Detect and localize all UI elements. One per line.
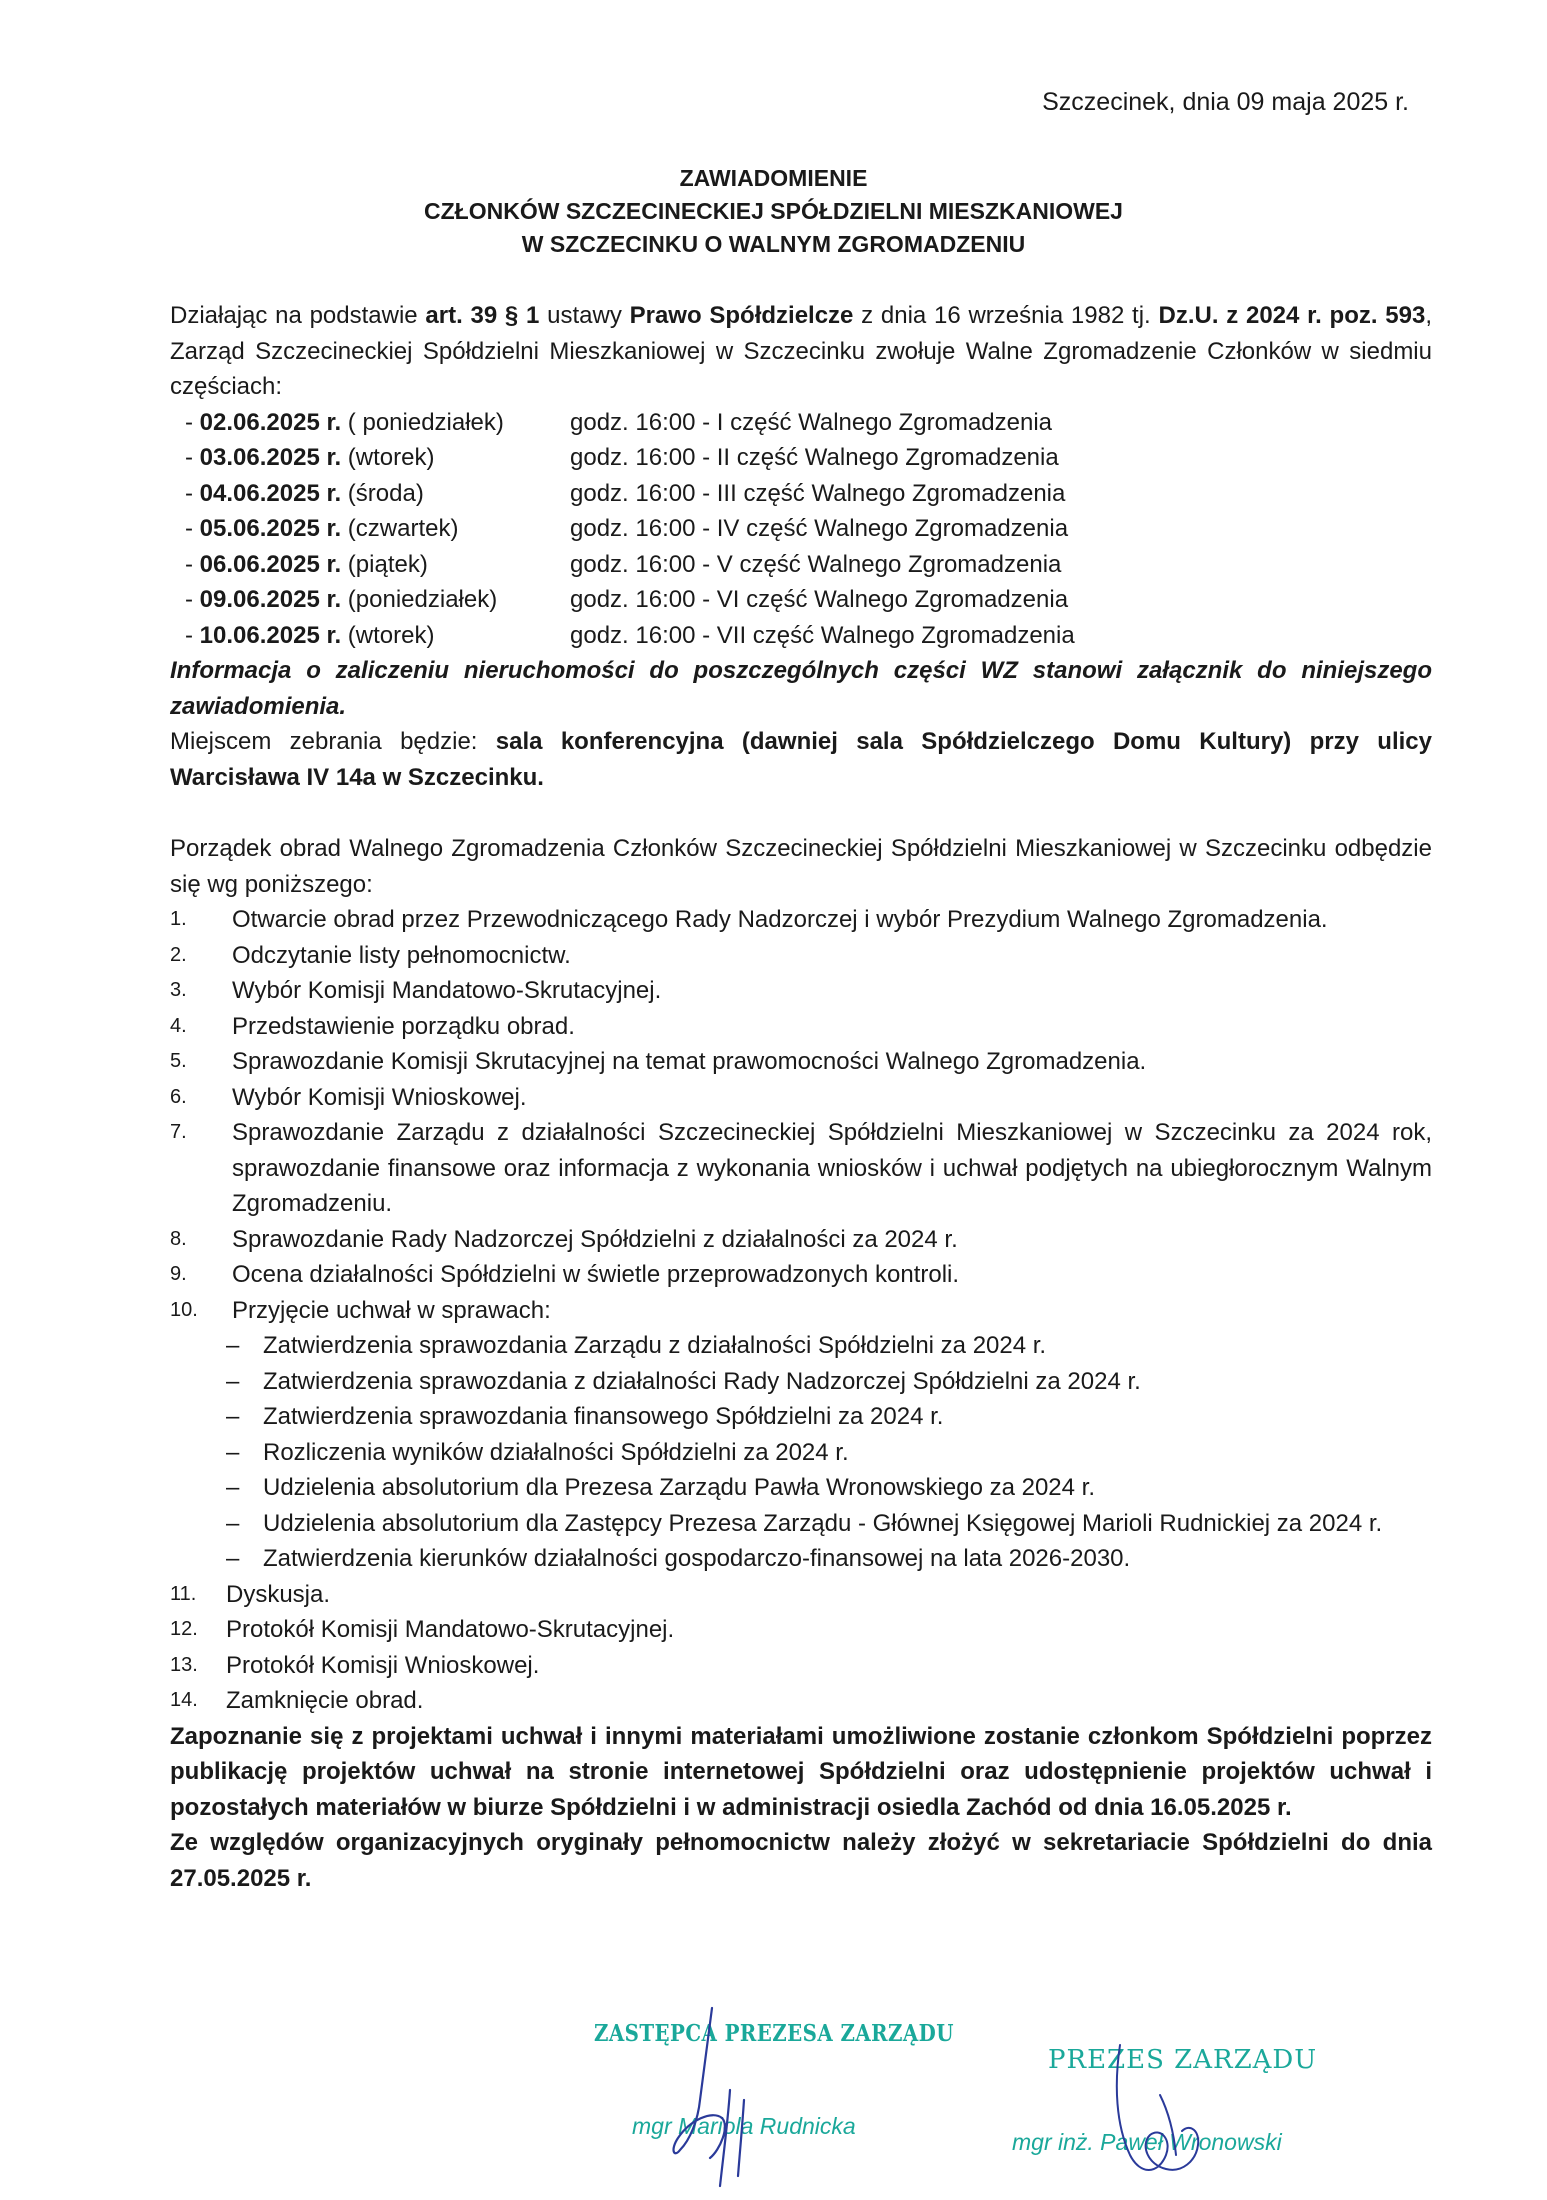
agenda-item xyxy=(170,938,1432,974)
schedule-date: 03.06.2025 r. xyxy=(199,444,342,471)
resolution-text: Rozliczenia wyników działalności Spółdzielni za 2024 r. xyxy=(263,1438,849,1466)
agenda-item xyxy=(170,1293,1432,1329)
schedule-date: 09.06.2025 r. xyxy=(199,586,342,613)
resolution-dash: – xyxy=(226,1438,240,1466)
schedule-day: (wtorek) xyxy=(341,444,435,471)
schedule-date: 10.06.2025 r. xyxy=(199,621,342,649)
meeting-place-value: sala konferencyjna (dawniej sala Spółdzielczego Domu Kultury) przy ulicy Warcisława IV 14a w Szczecinku. xyxy=(170,728,1432,791)
resolution-dash: – xyxy=(226,1403,240,1430)
resolution-text: Udzielenia absolutorium dla Zastępcy Prezesa Zarządu - Głównej Księgowej Marioli Rudnickiej za 2024 r. xyxy=(263,1509,1383,1537)
president-signature xyxy=(1100,2035,1210,2185)
document-title xyxy=(0,162,1547,261)
president-stamp-title: PREZES ZARZĄDU xyxy=(1048,2045,1318,2075)
resolution-item xyxy=(226,1399,1432,1435)
schedule-time: godz. 16:00 - I część Walnego Zgromadzenia xyxy=(570,408,1053,436)
agenda-text: Sprawozdanie Rady Nadzorczej Spółdzielni z działalności za 2024 r. xyxy=(232,1225,958,1253)
agenda-item xyxy=(170,1044,1432,1080)
schedule-time: godz. 16:00 - VI część Walnego Zgromadzenia xyxy=(570,586,1069,613)
resolution-text: Zatwierdzenia sprawozdania finansowego Spółdzielni za 2024 r. xyxy=(263,1403,944,1430)
schedule-row xyxy=(170,511,1432,547)
schedule-time: godz. 16:00 - VII część Walnego Zgromadzenia xyxy=(570,621,1075,649)
schedule-date: 06.06.2025 r. xyxy=(199,550,342,578)
president-name: mgr inż. Paweł Wronowski xyxy=(1012,2129,1282,2155)
agenda-number: 8. xyxy=(170,1227,187,1250)
agenda-item xyxy=(170,1683,1432,1719)
document-body xyxy=(170,298,1432,1896)
schedule-dash: - xyxy=(185,408,200,436)
resolution-text: Zatwierdzenia sprawozdania Zarządu z działalności Spółdzielni za 2024 r. xyxy=(263,1332,1047,1359)
agenda-number: 4. xyxy=(170,1014,187,1037)
schedule-day: (wtorek) xyxy=(341,621,435,649)
agenda-text: Przyjęcie uchwał w sprawach: xyxy=(232,1296,551,1324)
agenda-intro: Porządek obrad Walnego Zgromadzenia Członków Szczecineckiej Spółdzielni Mieszkaniowej w Szczecinku odbędzie się wg poniższego: xyxy=(170,835,1432,898)
resolution-dash: – xyxy=(226,1332,240,1359)
resolution-text: Udzielenia absolutorium dla Prezesa Zarządu Pawła Wronowskiego za 2024 r. xyxy=(263,1474,1095,1501)
agenda-text: Sprawozdanie Komisji Skrutacyjnej na temat prawomocności Walnego Zgromadzenia. xyxy=(232,1048,1147,1075)
schedule-row xyxy=(170,582,1432,618)
agenda-number: 11. xyxy=(170,1582,197,1605)
agenda-text: Wybór Komisji Wnioskowej. xyxy=(232,1083,527,1111)
agenda-item xyxy=(170,1009,1432,1045)
schedule-day: ( poniedziałek) xyxy=(341,408,504,436)
vice-president-signature xyxy=(660,2000,780,2190)
intro-text: z dnia 16 września 1982 tj. xyxy=(853,302,1159,329)
spacer xyxy=(170,795,1432,831)
resolution-item xyxy=(226,1541,1432,1577)
schedule-day: (piątek) xyxy=(341,550,428,578)
vice-president-name: mgr Mariola Rudnicka xyxy=(632,2113,856,2139)
intro-act-name: Prawo Spółdzielcze xyxy=(629,302,854,329)
agenda-text: Protokół Komisji Wnioskowej. xyxy=(226,1651,540,1679)
agenda-text: Wybór Komisji Mandatowo-Skrutacyjnej. xyxy=(232,977,662,1004)
agenda-number: 10. xyxy=(170,1298,198,1321)
agenda-text: Ocena działalności Spółdzielni w świetle przeprowadzonych kontroli. xyxy=(232,1261,960,1288)
title-line-3: W SZCZECINKU O WALNYM ZGROMADZENIU xyxy=(521,231,1026,257)
schedule-dash: - xyxy=(185,550,200,578)
schedule-time: godz. 16:00 - II część Walnego Zgromadzenia xyxy=(570,444,1059,471)
resolution-item xyxy=(226,1506,1432,1542)
agenda-number: 6. xyxy=(170,1085,187,1108)
agenda-list xyxy=(170,902,1432,1328)
resolution-dash: – xyxy=(226,1474,240,1501)
agenda-item xyxy=(170,1080,1432,1116)
schedule-row xyxy=(170,440,1432,476)
intro-text: ustawy xyxy=(539,302,630,329)
agenda-item xyxy=(170,1115,1432,1222)
agenda-number: 14. xyxy=(170,1689,198,1711)
intro-article: art. 39 § 1 xyxy=(425,302,540,329)
meeting-place xyxy=(170,724,1432,795)
schedule-row xyxy=(170,618,1432,654)
agenda-item xyxy=(170,902,1432,938)
info-note: Informacja o zaliczeniu nieruchomości do poszczególnych części WZ stanowi załącznik do niniejszego zawiadomienia. xyxy=(170,657,1432,720)
intro-paragraph xyxy=(170,298,1432,405)
agenda-text: Odczytanie listy pełnomocnictw. xyxy=(232,941,571,969)
schedule-time: godz. 16:00 - III część Walnego Zgromadzenia xyxy=(570,479,1066,507)
schedule-dash: - xyxy=(185,515,200,542)
schedule-row xyxy=(170,405,1432,441)
proxy-deadline-notice: Ze względów organizacyjnych oryginały pełnomocnictw należy złożyć w sekretariacie Spółdzielni do dnia 27.05.2025 r. xyxy=(170,1829,1432,1892)
resolutions-list xyxy=(170,1328,1432,1577)
place-date-line: Szczecinek, dnia 09 maja 2025 r. xyxy=(1042,88,1409,116)
schedule-list xyxy=(170,405,1432,654)
agenda-text: Zamknięcie obrad. xyxy=(226,1687,424,1714)
intro-journal-ref: Dz.U. z 2024 r. poz. 593 xyxy=(1158,302,1426,329)
schedule-dash: - xyxy=(185,586,200,613)
resolution-item xyxy=(226,1328,1432,1364)
schedule-dash: - xyxy=(185,479,200,507)
schedule-day: (czwartek) xyxy=(341,515,459,542)
agenda-item xyxy=(170,973,1432,1009)
resolution-dash: – xyxy=(226,1545,240,1572)
agenda-number: 3. xyxy=(170,979,187,1001)
schedule-time: godz. 16:00 - IV część Walnego Zgromadzenia xyxy=(570,515,1069,542)
materials-notice: Zapoznanie się z projektami uchwał i innymi materiałami umożliwione zostanie członkom Spółdzielni poprzez publikację projektów uchwał na stronie internetowej Spółdzielni oraz udostępnienie projektów uchwał i pozostałych materiałów w biurze Spółdzielni i w administracji osiedla Zachód od dnia 16.05.2025 r. xyxy=(170,1722,1432,1821)
schedule-dash: - xyxy=(185,621,200,649)
agenda-list-end xyxy=(170,1577,1432,1719)
schedule-date: 04.06.2025 r. xyxy=(199,479,342,507)
agenda-text: Protokół Komisji Mandatowo-Skrutacyjnej. xyxy=(226,1616,675,1643)
agenda-number: 7. xyxy=(170,1121,187,1143)
agenda-text: Przedstawienie porządku obrad. xyxy=(232,1012,575,1040)
meeting-place-label: Miejscem zebrania będzie: xyxy=(170,728,496,755)
resolution-text: Zatwierdzenia sprawozdania z działalności Rady Nadzorczej Spółdzielni za 2024 r. xyxy=(263,1367,1141,1395)
resolution-item xyxy=(226,1364,1432,1400)
agenda-item xyxy=(170,1222,1432,1258)
agenda-text: Sprawozdanie Zarządu z działalności Szczecineckiej Spółdzielni Mieszkaniowej w Szczecinku za 2024 rok, sprawozdanie finansowe oraz informacja z wykonania wniosków i uchwał podjętych na ubiegłorocznym Walnym Zgromadzeniu. xyxy=(232,1119,1432,1217)
agenda-number: 2. xyxy=(170,943,187,966)
agenda-number: 12. xyxy=(170,1618,198,1640)
resolution-dash: – xyxy=(226,1367,240,1395)
vice-president-stamp-title: ZASTĘPCA PREZESA ZARZĄDU xyxy=(594,2020,954,2047)
schedule-day: (poniedziałek) xyxy=(341,586,498,613)
agenda-number: 13. xyxy=(170,1653,198,1676)
title-line-1: ZAWIADOMIENIE xyxy=(679,165,868,191)
resolution-text: Zatwierdzenia kierunków działalności gospodarczo-finansowej na lata 2026-2030. xyxy=(263,1545,1131,1572)
agenda-item xyxy=(170,1648,1432,1684)
schedule-day: (środa) xyxy=(341,479,424,507)
title-line-2: CZŁONKÓW SZCZECINECKIEJ SPÓŁDZIELNI MIESZKANIOWEJ xyxy=(424,198,1123,224)
schedule-time: godz. 16:00 - V część Walnego Zgromadzenia xyxy=(570,550,1062,578)
agenda-number: 5. xyxy=(170,1050,187,1072)
agenda-text: Dyskusja. xyxy=(226,1580,331,1608)
agenda-item xyxy=(170,1612,1432,1648)
schedule-dash: - xyxy=(185,444,200,471)
schedule-date: 05.06.2025 r. xyxy=(199,515,342,542)
schedule-row xyxy=(170,547,1432,583)
agenda-number: 9. xyxy=(170,1263,187,1285)
agenda-item xyxy=(170,1577,1432,1613)
agenda-number: 1. xyxy=(170,908,187,930)
resolution-item xyxy=(226,1470,1432,1506)
agenda-text: Otwarcie obrad przez Przewodniczącego Rady Nadzorczej i wybór Prezydium Walnego Zgromadzenia. xyxy=(232,906,1328,933)
schedule-date: 02.06.2025 r. xyxy=(199,408,342,436)
intro-text: Działając na podstawie xyxy=(170,302,426,329)
intro-text: , Zarząd Szczecineckiej Spółdzielni Mieszkaniowej w Szczecinku zwołuje Walne Zgromadzenie Członków w siedmiu częściach: xyxy=(170,302,1433,400)
schedule-row xyxy=(170,476,1432,512)
resolution-item xyxy=(226,1435,1432,1471)
agenda-item xyxy=(170,1257,1432,1293)
resolution-dash: – xyxy=(226,1509,240,1537)
